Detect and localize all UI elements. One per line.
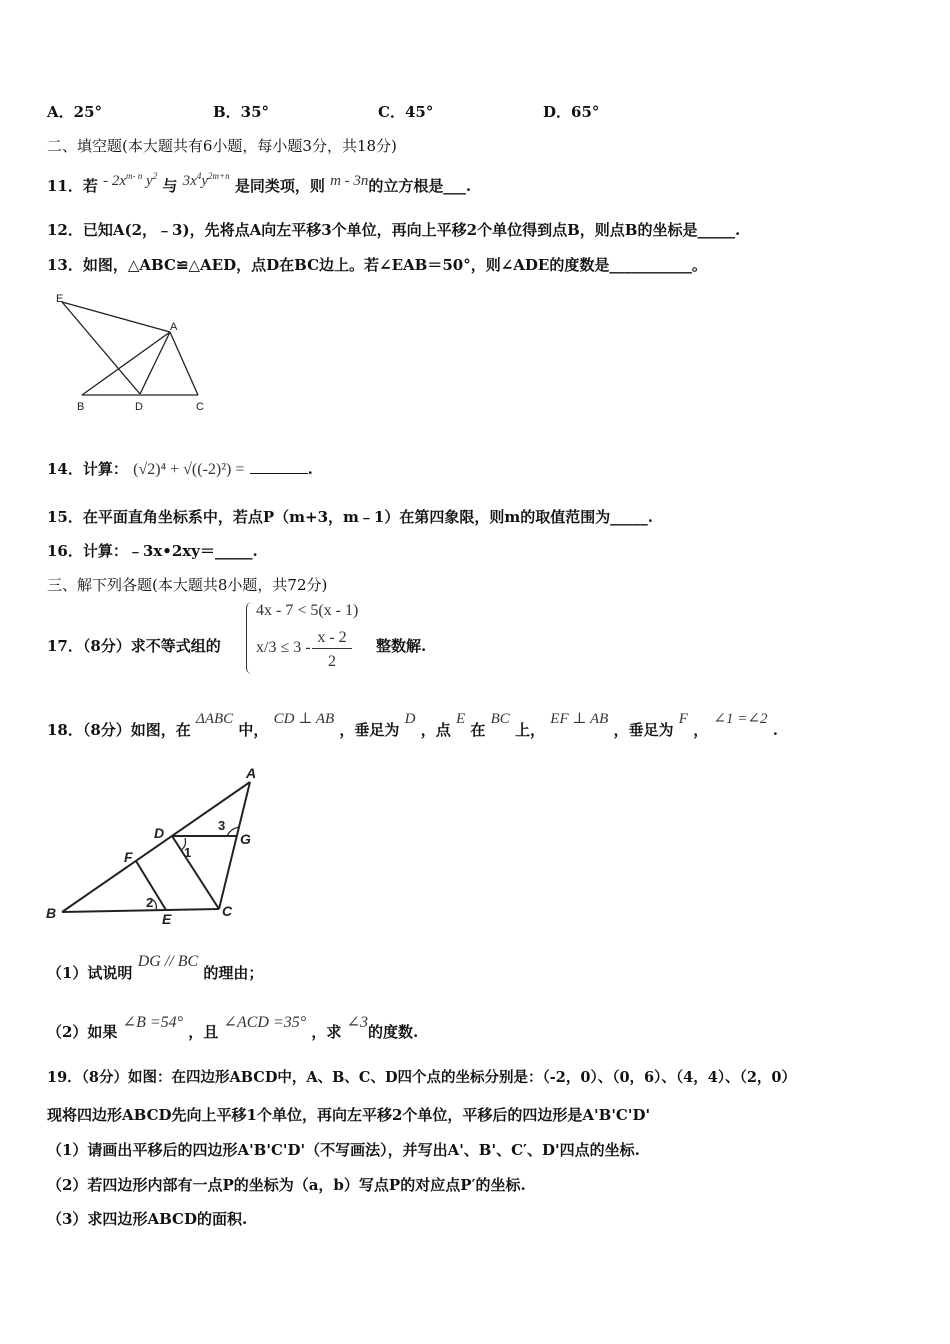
question-15: 15．在平面直角坐标系中，若点P（m+3，m﹣1）在第四象限，则m的取值范围为_____. [47,508,653,526]
fig18-label-2: 2 [146,895,154,910]
q18-sub2-angle-acd: ∠ACD =35° [223,1014,307,1031]
fig18-label-g: G [240,831,251,847]
q18-point-e: E [455,711,466,727]
q18-text-4: ，点 [420,721,451,739]
fig18-label-f: F [124,849,133,865]
q18-sub2-angle-3: ∠3 [346,1014,369,1031]
q18-sub1-prefix: （1）试说明 [47,964,133,982]
choice-b: B．35° [213,103,270,121]
q18-sub2-angle-b: ∠B =54° [122,1014,184,1031]
fig18-label-3: 3 [218,818,226,833]
seg-eb [62,302,140,394]
fig13-label-b: B [77,401,85,413]
fig13-label-d: D [135,401,143,413]
question-19-line-1: 19．（8分）如图：在四边形ABCD中，A、B、C、D四个点的坐标分别是：（-2，0）、（0，6）、（4，4）、（2，0） [47,1069,797,1086]
q18-text-6: 上， [515,721,546,739]
question-18-part-2 [47,1014,419,1043]
fig18-label-d: D [154,825,165,841]
question-19-part-2: （2）若四边形内部有一点P的坐标为（a，b）写点P的对应点P′的坐标. [47,1176,526,1194]
fig13-label-a: A [170,321,178,333]
fig13-label-c: C [196,401,204,413]
section-2-heading: 二、填空题(本大题共有6小题，每小题3分，共18分) [47,137,397,155]
q18-triangle-abc: ΔABC [196,711,234,727]
q18-sub1-suffix: 的理由； [203,964,264,982]
q11-expr2: $3x^4y^{2m+n}$ [182,171,230,189]
q14-prefix: 14．计算： [47,460,128,478]
question-11 [47,172,471,197]
question-12: 12．已知A(2，﹣3)，先将点A向左平移3个单位，再向上平移2个单位得到点B，则点B的坐标是_____. [47,221,741,239]
q18-sub2-suffix: 的度数. [368,1023,419,1041]
q18-cd-perp-ab: CD ⊥ AB [273,711,335,727]
q18-sub2-mid: ，且 [188,1023,219,1041]
q11-expr1: - $2x^{m- n}$ $y^2$ [103,171,158,189]
q17-system-brace [246,602,253,674]
q14-expression: (√2)⁴ + √((-2)²) = [133,461,245,478]
q18-point-d: D [404,711,416,727]
seg-ad [140,332,170,394]
q17-fraction-numerator: x - 2 [312,628,352,649]
question-17-prefix: 17．（8分）求不等式组的 [47,637,221,655]
fig13-label-e: E [56,293,64,305]
choice-a: A．25° [47,103,103,121]
q18-text-8: ， [693,721,709,739]
section-3-heading: 三、解下列各题(本大题共8小题，共72分) [47,576,328,594]
fig18-label-1: 1 [184,845,192,860]
q14-tail: . [307,460,313,478]
q11-text2: 是同类项，则 [234,177,325,195]
q17-inequality-1: 4x - 7 < 5(x - 1) [256,602,359,619]
q18-text-2: 中， [238,721,269,739]
question-19-part-1: （1）请画出平移后的四边形A'B'C'D'（不写画法），并写出A'、B'、C′、D'四点的坐标. [47,1141,640,1159]
q18-sub2-mid2: ，求 [311,1023,342,1041]
seg-ac [170,332,198,395]
seg-dc [172,836,219,909]
q18-point-f: F [678,711,688,727]
fig18-label-b: B [46,905,57,921]
seg-ea [62,302,170,332]
fig18-label-c: C [222,903,233,919]
choice-c: C．45° [378,103,434,121]
q17-suffix: 整数解. [376,637,427,655]
question-18-part-1 [47,953,264,984]
question-19-part-3: （3）求四边形ABCD的面积. [47,1210,248,1228]
figure-13-triangles [50,288,220,416]
q11-text3: 的立方根是___. [368,177,472,195]
q18-text-3: ，垂足为 [339,721,400,739]
fig18-label-e: E [162,911,172,927]
q17-fraction-denominator: 2 [328,653,336,670]
question-13: 13．如图，△ABC≌△AED，点D在BC边上。若∠EAB＝50°，则∠ADE的度数是___________。 [47,256,707,274]
fig18-label-a: A [246,765,257,781]
q11-number: 11．若 [47,177,98,195]
q18-segment-bc: BC [490,711,510,727]
question-16: 16．计算：﹣3x•2xy＝_____. [47,542,258,560]
q17-inequality-2-left: x/3 ≤ 3 - [256,639,311,656]
question-18 [47,711,778,741]
q11-expr3: m - 3n [330,173,369,189]
q18-ef-perp-ab: EF ⊥ AB [550,711,609,727]
q18-text-7: ，垂足为 [613,721,674,739]
choice-d: D．65° [543,103,600,121]
q18-sub2-prefix: （2）如果 [47,1023,118,1041]
q18-text-9: . [772,721,778,739]
question-19-line-2: 现将四边形ABCD先向上平移1个单位，再向左平移2个单位，平移后的四边形是A'B'C'D' [47,1106,651,1124]
q18-angle-equality: ∠1 =∠2 [713,711,768,727]
q18-prefix: 18．（8分）如图，在 [47,721,191,739]
q18-text-5: 在 [470,721,486,739]
seg-bc [62,909,219,912]
figure-18-triangle [44,764,274,930]
q11-mid: 与 [162,177,178,195]
q18-sub1-expr: DG // BC [137,953,199,970]
question-14 [47,459,313,480]
q14-blank [250,459,308,474]
